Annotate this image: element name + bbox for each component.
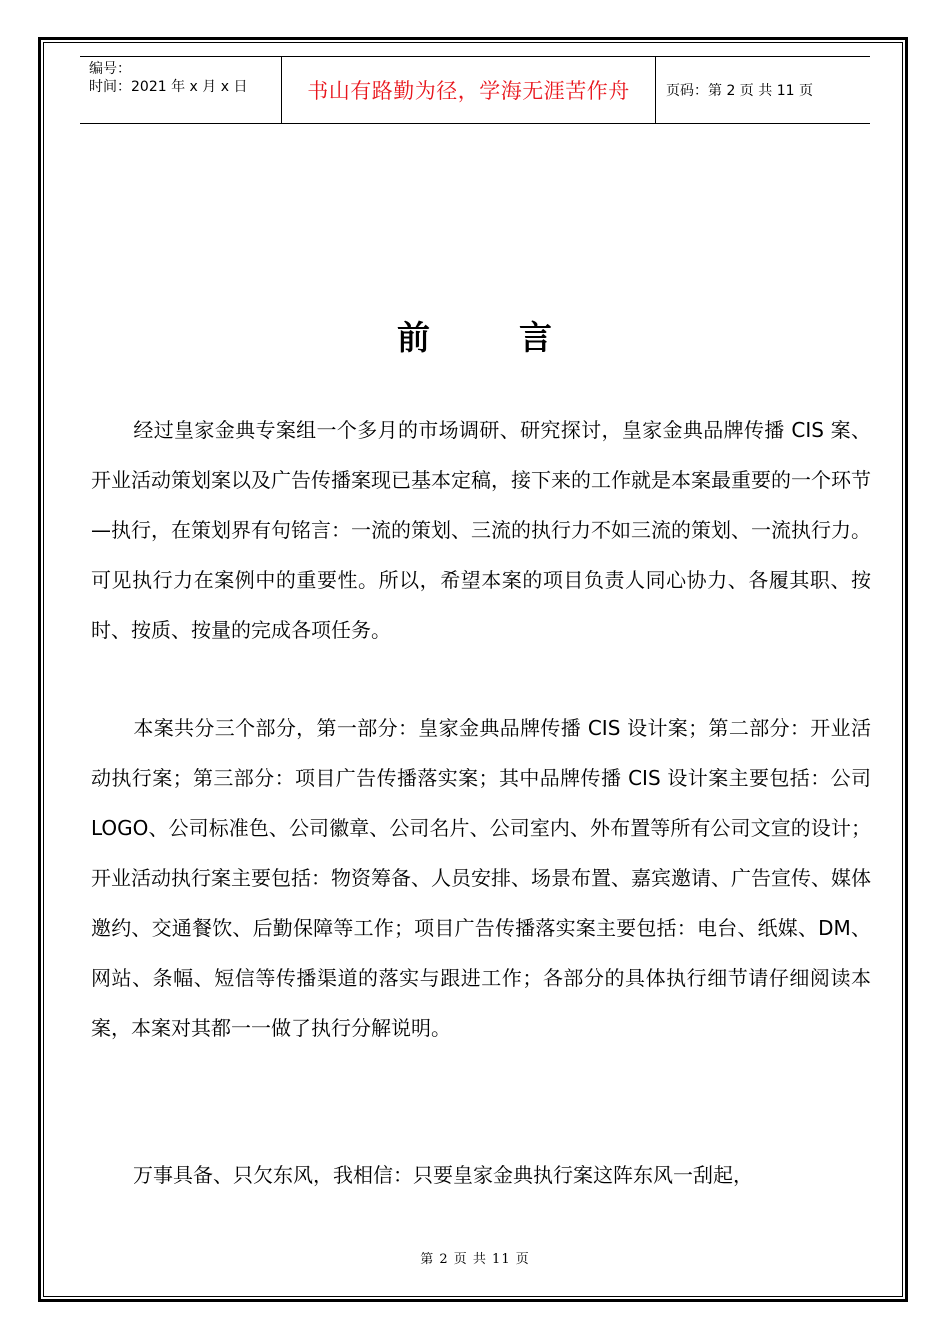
page-border-inner [43,42,903,1297]
paragraph-2-text: 本案共分三个部分，第一部分：皇家金典品牌传播 CIS 设计案；第二部分：开业活动执行案；第三部分：项目广告传播落实案；其中品牌传播 CIS 设计案主要包括：公司 LOGO、公司标准色、公司徽章、公司名片、公司室内、外布置等所有公司文宣的设计；开业活动执行案主要包括：物资筹备、人员安排、场景布置、嘉宾邀请、广告宣传、媒体邀约、交通餐饮、后勤保障等工作；项目广告传播落实案主要包括：电台、纸媒、DM、网站、条幅、短信等传播渠道的落实与跟进工作；各部分的具体执行细节请仔细阅读本案，本案对其都一一做了执行分解说明。 [91,716,871,1040]
paragraph-1-text: 经过皇家金典专案组一个多月的市场调研、研究探讨，皇家金典品牌传播 CIS 案、开业活动策划案以及广告传播案现已基本定稿，接下来的工作就是本案最重要的一个环节—执行，在策划界有句铭言：一流的策划、三流的执行力不如三流的策划、一流执行力。可见执行力在案例中的重要性。所以，希望本案的项目负责人同心协力、各履其职、按时、按质、按量的完成各项任务。 [91,418,871,642]
paragraph-3 [91,1150,871,1200]
paragraph-2 [91,703,871,1053]
title-char-2: 言 [519,318,553,357]
header-motto: 书山有路勤为径，学海无涯苦作舟 [282,57,656,123]
header-page-info: 页码：第 2 页 共 11 页 [666,83,813,99]
title-char-1: 前 [397,318,431,357]
page-title [0,312,950,359]
serial-number-label: 编号： [89,61,131,77]
page-header [80,56,870,124]
paragraph-1 [91,405,871,655]
paragraph-3-text: 万事具备、只欠东风，我相信：只要皇家金典执行案这阵东风一刮起， [133,1163,753,1187]
page-footer: 第 2 页 共 11 页 [420,1252,530,1267]
date-line: 时间：2021 年 x 月 x 日 [89,79,248,95]
header-meta [80,57,282,123]
